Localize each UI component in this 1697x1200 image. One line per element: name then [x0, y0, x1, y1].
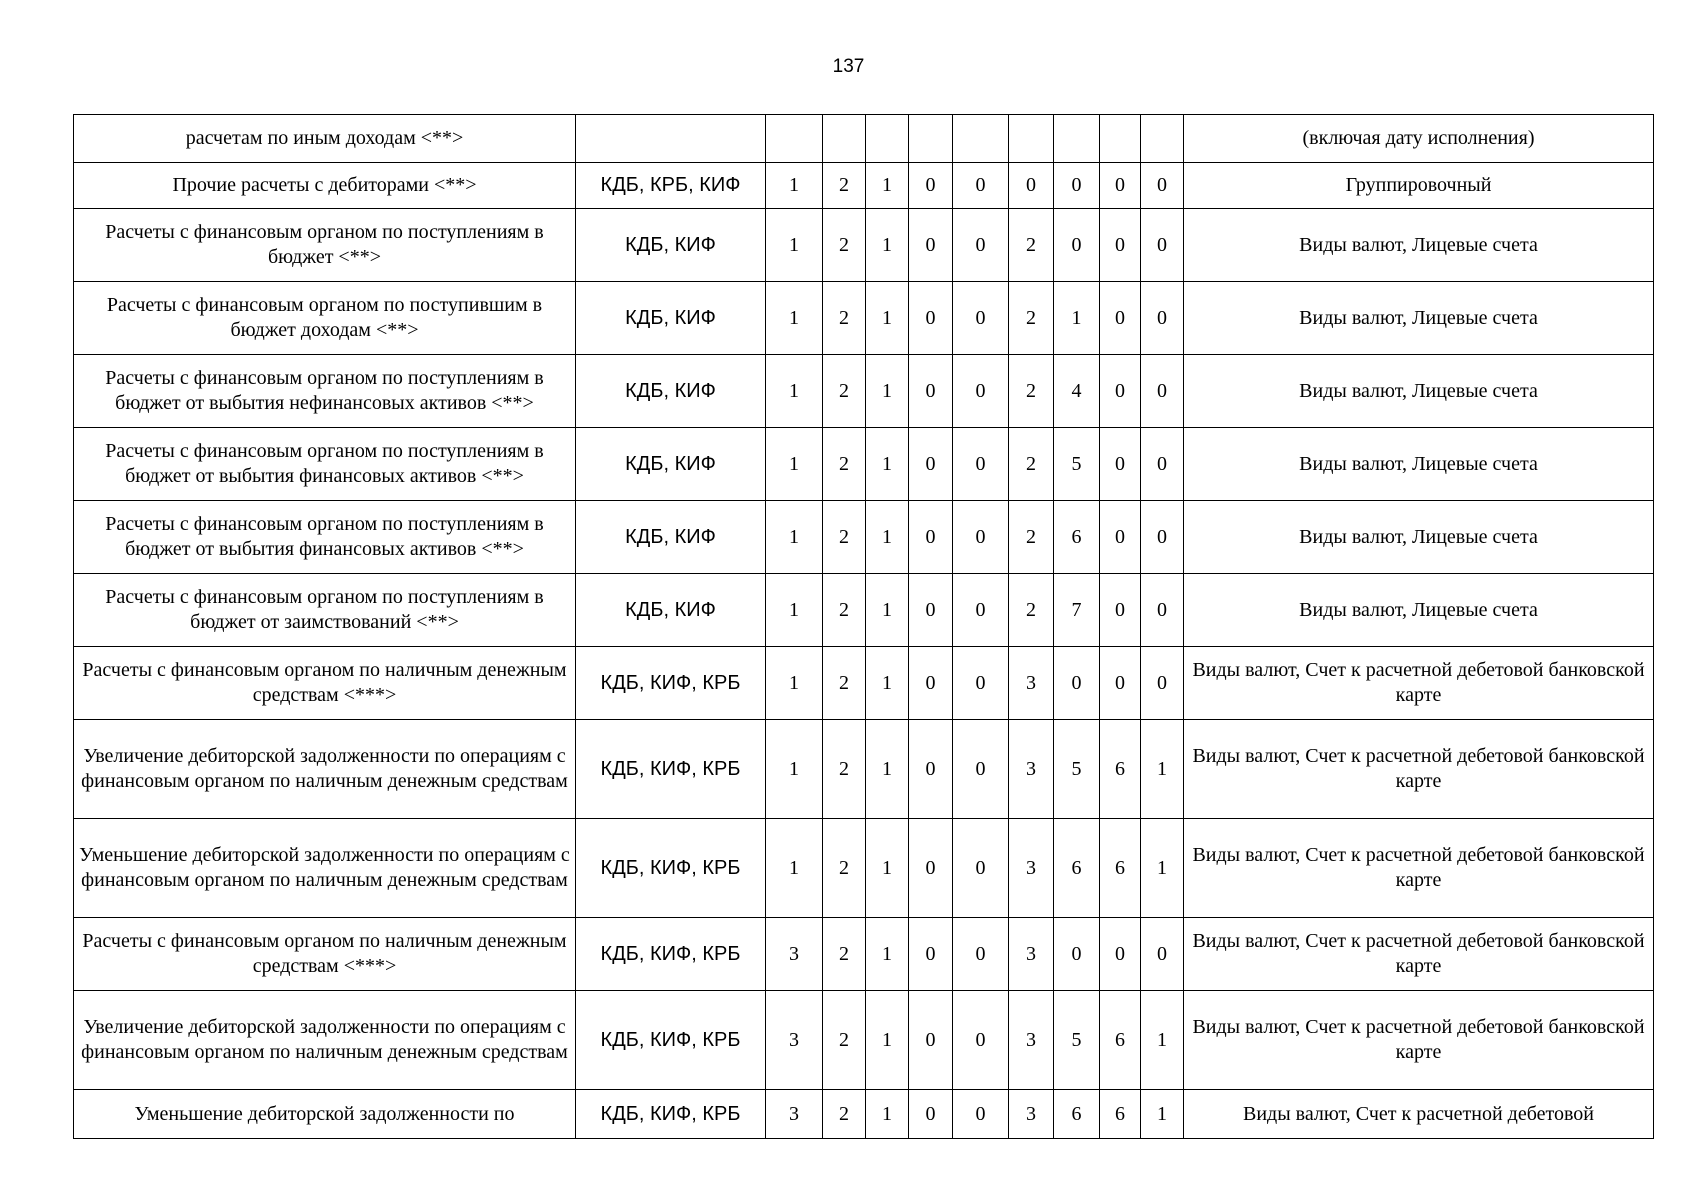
account-name-cell: расчетам по иным доходам <**> [74, 115, 576, 163]
analytics-cell: Виды валют, Лицевые счета [1184, 355, 1654, 428]
account-digit-cell: 0 [953, 355, 1009, 428]
account-digit-cell: 2 [823, 428, 866, 501]
page-number: 137 [832, 56, 865, 77]
account-digit-cell: 1 [866, 991, 909, 1090]
account-digit-cell: 0 [1100, 918, 1141, 991]
account-digit-cell: 0 [1100, 282, 1141, 355]
account-digit-cell: 0 [1100, 428, 1141, 501]
analytics-cell: Виды валют, Счет к расчетной дебетовой банковской карте [1184, 720, 1654, 819]
analytics-cell: Виды валют, Счет к расчетной дебетовой банковской карте [1184, 991, 1654, 1090]
account-digit-cell: 2 [1009, 501, 1054, 574]
account-digit-cell: 0 [909, 819, 953, 918]
account-name-cell: Увеличение дебиторской задолженности по операциям с финансовым органом по наличным денежным средствам [74, 991, 576, 1090]
analytics-cell: Виды валют, Лицевые счета [1184, 282, 1654, 355]
table-row [74, 574, 1654, 647]
kbk-cell: КДБ, КИФ, КРБ [576, 991, 766, 1090]
account-digit-cell: 4 [1054, 355, 1100, 428]
kbk-cell: КДБ, КРБ, КИФ [576, 163, 766, 209]
table-row [74, 209, 1654, 282]
account-name-cell: Расчеты с финансовым органом по поступившим в бюджет доходам <**> [74, 282, 576, 355]
analytics-cell: Виды валют, Лицевые счета [1184, 501, 1654, 574]
account-digit-cell: 0 [909, 720, 953, 819]
analytics-cell: Виды валют, Лицевые счета [1184, 428, 1654, 501]
account-digit-cell: 2 [1009, 428, 1054, 501]
kbk-cell: КДБ, КИФ, КРБ [576, 918, 766, 991]
account-digit-cell: 3 [1009, 720, 1054, 819]
account-digit-cell: 0 [953, 819, 1009, 918]
account-digit-cell: 2 [823, 574, 866, 647]
account-digit-cell: 2 [1009, 574, 1054, 647]
account-digit-cell: 7 [1054, 574, 1100, 647]
account-name-cell: Расчеты с финансовым органом по поступлениям в бюджет от выбытия финансовых активов <**> [74, 428, 576, 501]
account-digit-cell: 0 [909, 163, 953, 209]
account-digit-cell: 1 [866, 819, 909, 918]
account-digit-cell: 2 [823, 501, 866, 574]
account-name-cell: Прочие расчеты с дебиторами <**> [74, 163, 576, 209]
account-digit-cell: 6 [1054, 1090, 1100, 1139]
account-name-cell: Уменьшение дебиторской задолженности по [74, 1090, 576, 1139]
account-digit-cell: 0 [1141, 918, 1184, 991]
account-digit-cell: 5 [1054, 991, 1100, 1090]
account-digit-cell: 2 [1009, 209, 1054, 282]
account-digit-cell: 2 [1009, 282, 1054, 355]
analytics-cell: Виды валют, Счет к расчетной дебетовой банковской карте [1184, 819, 1654, 918]
account-digit-cell [1100, 115, 1141, 163]
account-digit-cell: 0 [1141, 647, 1184, 720]
account-digit-cell: 1 [766, 355, 823, 428]
account-digit-cell: 2 [823, 163, 866, 209]
account-digit-cell: 1 [866, 720, 909, 819]
account-digit-cell: 1 [1054, 282, 1100, 355]
account-digit-cell: 1 [766, 209, 823, 282]
kbk-cell: КДБ, КИФ, КРБ [576, 1090, 766, 1139]
account-digit-cell: 3 [1009, 918, 1054, 991]
accounts-table [73, 114, 1654, 1139]
account-digit-cell: 2 [823, 720, 866, 819]
account-digit-cell: 3 [766, 991, 823, 1090]
account-digit-cell: 1 [866, 209, 909, 282]
kbk-cell: КДБ, КИФ [576, 574, 766, 647]
account-digit-cell: 2 [823, 918, 866, 991]
account-digit-cell: 0 [1141, 428, 1184, 501]
account-digit-cell: 0 [1100, 647, 1141, 720]
account-digit-cell: 0 [1100, 355, 1141, 428]
account-digit-cell [1009, 115, 1054, 163]
account-digit-cell: 1 [866, 355, 909, 428]
account-digit-cell: 0 [909, 991, 953, 1090]
kbk-cell: КДБ, КИФ, КРБ [576, 647, 766, 720]
account-digit-cell: 0 [909, 209, 953, 282]
account-digit-cell: 6 [1100, 991, 1141, 1090]
account-name-cell: Расчеты с финансовым органом по поступлениям в бюджет от заимствований <**> [74, 574, 576, 647]
account-digit-cell: 6 [1054, 819, 1100, 918]
account-name-cell: Расчеты с финансовым органом по поступлениям в бюджет от выбытия нефинансовых активов <**> [74, 355, 576, 428]
account-digit-cell: 1 [866, 282, 909, 355]
analytics-cell: Группировочный [1184, 163, 1654, 209]
account-digit-cell: 5 [1054, 720, 1100, 819]
account-digit-cell: 1 [1141, 819, 1184, 918]
account-digit-cell: 0 [1054, 647, 1100, 720]
account-digit-cell: 0 [909, 355, 953, 428]
kbk-cell: КДБ, КИФ [576, 501, 766, 574]
kbk-cell: КДБ, КИФ [576, 282, 766, 355]
account-digit-cell: 0 [1141, 355, 1184, 428]
account-digit-cell: 2 [823, 819, 866, 918]
account-digit-cell: 0 [953, 501, 1009, 574]
account-digit-cell: 1 [1141, 1090, 1184, 1139]
account-digit-cell: 3 [1009, 819, 1054, 918]
account-digit-cell: 1 [766, 501, 823, 574]
account-digit-cell: 0 [1100, 501, 1141, 574]
kbk-cell: КДБ, КИФ, КРБ [576, 720, 766, 819]
table-row [74, 1090, 1654, 1139]
table-row [74, 115, 1654, 163]
account-digit-cell [909, 115, 953, 163]
account-digit-cell: 0 [953, 574, 1009, 647]
account-digit-cell: 0 [953, 428, 1009, 501]
account-digit-cell: 1 [766, 574, 823, 647]
account-digit-cell: 0 [909, 647, 953, 720]
account-digit-cell: 0 [953, 163, 1009, 209]
account-digit-cell: 1 [866, 1090, 909, 1139]
kbk-cell: КДБ, КИФ [576, 355, 766, 428]
account-digit-cell: 3 [1009, 647, 1054, 720]
table-row [74, 819, 1654, 918]
account-digit-cell: 1 [1141, 991, 1184, 1090]
account-digit-cell: 1 [766, 282, 823, 355]
analytics-cell: (включая дату исполнения) [1184, 115, 1654, 163]
kbk-cell [576, 115, 766, 163]
account-digit-cell: 1 [866, 428, 909, 501]
account-digit-cell: 1 [866, 501, 909, 574]
account-digit-cell: 0 [1054, 209, 1100, 282]
account-digit-cell: 2 [823, 282, 866, 355]
account-digit-cell: 1 [766, 647, 823, 720]
account-digit-cell: 0 [909, 501, 953, 574]
account-digit-cell [866, 115, 909, 163]
account-digit-cell: 0 [909, 428, 953, 501]
table-row [74, 282, 1654, 355]
table-row [74, 647, 1654, 720]
account-digit-cell: 0 [953, 991, 1009, 1090]
account-digit-cell: 3 [766, 1090, 823, 1139]
account-digit-cell: 0 [909, 574, 953, 647]
account-digit-cell: 0 [953, 1090, 1009, 1139]
account-digit-cell: 1 [866, 647, 909, 720]
kbk-cell: КДБ, КИФ, КРБ [576, 819, 766, 918]
account-digit-cell: 0 [953, 918, 1009, 991]
account-name-cell: Расчеты с финансовым органом по наличным денежным средствам <***> [74, 647, 576, 720]
table-row [74, 428, 1654, 501]
account-name-cell: Расчеты с финансовым органом по поступлениям в бюджет от выбытия финансовых активов <**> [74, 501, 576, 574]
account-digit-cell: 0 [1141, 282, 1184, 355]
account-name-cell: Уменьшение дебиторской задолженности по операциям с финансовым органом по наличным денежным средствам [74, 819, 576, 918]
account-digit-cell: 3 [1009, 991, 1054, 1090]
account-digit-cell: 0 [909, 918, 953, 991]
account-name-cell: Расчеты с финансовым органом по наличным денежным средствам <***> [74, 918, 576, 991]
table-row [74, 355, 1654, 428]
account-digit-cell: 1 [766, 163, 823, 209]
account-digit-cell: 6 [1100, 1090, 1141, 1139]
table-row [74, 991, 1654, 1090]
account-digit-cell: 1 [866, 163, 909, 209]
account-digit-cell: 0 [1100, 574, 1141, 647]
account-digit-cell: 1 [866, 918, 909, 991]
account-digit-cell: 6 [1100, 720, 1141, 819]
account-digit-cell: 0 [1141, 209, 1184, 282]
account-digit-cell: 3 [1009, 1090, 1054, 1139]
account-digit-cell: 0 [953, 720, 1009, 819]
account-digit-cell [823, 115, 866, 163]
account-digit-cell: 1 [1141, 720, 1184, 819]
account-digit-cell: 3 [766, 918, 823, 991]
account-digit-cell: 2 [823, 355, 866, 428]
account-name-cell: Расчеты с финансовым органом по поступлениям в бюджет <**> [74, 209, 576, 282]
account-digit-cell: 0 [953, 209, 1009, 282]
account-digit-cell: 0 [1141, 574, 1184, 647]
account-digit-cell: 6 [1054, 501, 1100, 574]
account-digit-cell: 6 [1100, 819, 1141, 918]
account-digit-cell: 2 [1009, 355, 1054, 428]
analytics-cell: Виды валют, Лицевые счета [1184, 574, 1654, 647]
kbk-cell: КДБ, КИФ [576, 428, 766, 501]
account-digit-cell [1054, 115, 1100, 163]
account-digit-cell: 1 [866, 574, 909, 647]
table-row [74, 720, 1654, 819]
account-digit-cell: 0 [1141, 501, 1184, 574]
table-body [74, 115, 1654, 1139]
analytics-cell: Виды валют, Лицевые счета [1184, 209, 1654, 282]
analytics-cell: Виды валют, Счет к расчетной дебетовой банковской карте [1184, 647, 1654, 720]
table-row [74, 918, 1654, 991]
kbk-cell: КДБ, КИФ [576, 209, 766, 282]
account-digit-cell: 0 [1100, 163, 1141, 209]
account-name-cell: Увеличение дебиторской задолженности по операциям с финансовым органом по наличным денежным средствам [74, 720, 576, 819]
account-digit-cell [766, 115, 823, 163]
account-digit-cell: 2 [823, 647, 866, 720]
account-digit-cell: 1 [766, 819, 823, 918]
account-digit-cell: 2 [823, 991, 866, 1090]
account-digit-cell: 1 [766, 428, 823, 501]
account-digit-cell: 0 [1141, 163, 1184, 209]
account-digit-cell: 0 [1100, 209, 1141, 282]
account-digit-cell: 0 [953, 647, 1009, 720]
account-digit-cell: 0 [1009, 163, 1054, 209]
analytics-cell: Виды валют, Счет к расчетной дебетовой банковской карте [1184, 918, 1654, 991]
account-digit-cell: 0 [909, 1090, 953, 1139]
account-digit-cell: 2 [823, 209, 866, 282]
account-digit-cell: 0 [1054, 163, 1100, 209]
account-digit-cell: 0 [909, 282, 953, 355]
account-digit-cell [953, 115, 1009, 163]
account-digit-cell: 1 [766, 720, 823, 819]
account-digit-cell: 5 [1054, 428, 1100, 501]
account-digit-cell: 2 [823, 1090, 866, 1139]
analytics-cell: Виды валют, Счет к расчетной дебетовой [1184, 1090, 1654, 1139]
table-row [74, 163, 1654, 209]
account-digit-cell [1141, 115, 1184, 163]
table-row [74, 501, 1654, 574]
account-digit-cell: 0 [1054, 918, 1100, 991]
account-digit-cell: 0 [953, 282, 1009, 355]
